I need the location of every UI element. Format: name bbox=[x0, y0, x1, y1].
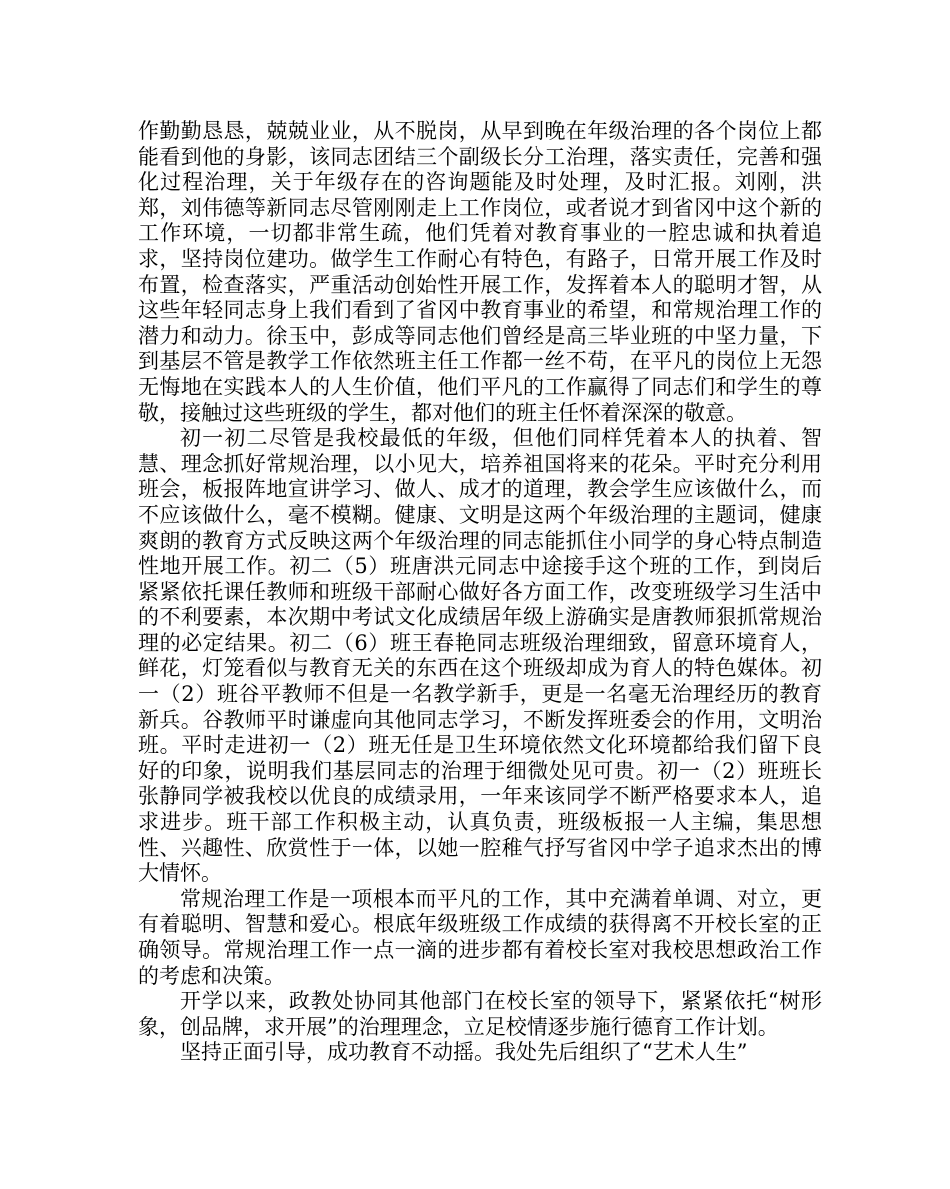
document-body bbox=[138, 119, 822, 1066]
paragraph-3: 常规治理工作是一项根本而平凡的工作，其中充满着单调、对立，更有着聪明、智慧和爱心。根底年级班级工作成绩的获得离不开校长室的正确领导。常规治理工作一点一滴的进步都有着校长室对我校思想政治工作的考虑和决策。 bbox=[138, 886, 822, 988]
paragraph-4: 开学以来，政教处协同其他部门在校长室的领导下，紧紧依托“树形象，创品牌，求开展”的治理理念，立足校情逐步施行德育工作计划。 bbox=[138, 989, 822, 1039]
paragraph-1: 作勤勤恳恳，兢兢业业，从不脱岗，从早到晚在年级治理的各个岗位上都能看到他的身影，该同志团结三个副级长分工治理，落实责任，完善和强化过程治理，关于年级存在的咨询题能及时处理，及时汇报。刘刚，洪郑，刘伟德等新同志尽管刚刚走上工作岗位，或者说才到省冈中这个新的工作环境，一切都非常生疏，他们凭着对教育事业的一腔忠诚和执着追求，坚持岗位建功。做学生工作耐心有特色，有路子，日常开展工作及时布置，检查落实，严重活动创始性开展工作，发挥着本人的聪明才智，从这些年轻同志身上我们看到了省冈中教育事业的希望，和常规治理工作的潜力和动力。徐玉中，彭成等同志他们曾经是高三毕业班的中坚力量，下到基层不管是教学工作依然班主任工作都一丝不苟，在平凡的岗位上无怨无悔地在实践本人的人生价值，他们平凡的工作赢得了同志们和学生的尊敬，接触过这些班级的学生，都对他们的班主任怀着深深的敬意。 bbox=[138, 119, 822, 425]
paragraph-5: 坚持正面引导，成功教育不动摇。我处先后组织了“艺术人生” bbox=[180, 1040, 748, 1065]
paragraph-2: 初一初二尽管是我校最低的年级，但他们同样凭着本人的执着、智慧、理念抓好常规治理，以小见大，培养祖国将来的花朵。平时充分利用班会，板报阵地宣讲学习、做人、成才的道理，教会学生应该做什么，而不应该做什么，毫不模糊。健康、文明是这两个年级治理的主题词，健康爽朗的教育方式反映这两个年级治理的同志能抓住小同学的身心特点制造性地开展工作。初二（5）班唐洪元同志中途接手这个班的工作，到岗后紧紧依托课任教师和班级干部耐心做好各方面工作，改变班级学习生活中的不利要素，本次期中考试文化成绩居年级上游确实是唐教师狠抓常规治理的必定结果。初二（6）班王春艳同志班级治理细致，留意环境育人，鲜花，灯笼看似与教育无关的东西在这个班级却成为育人的特色媒体。初一（2）班谷平教师不但是一名教学新手，更是一名毫无治理经历的教育新兵。谷教师平时谦虚向其他同志学习，不断发挥班委会的作用，文明治班。平时走进初一（2）班无任是卫生环境依然文化环境都给我们留下良好的印象，说明我们基层同志的治理于细微处见可贵。初一（2）班班长张静同学被我校以优良的成绩录用，一年来该同学不断严格要求本人，追求进步。班干部工作积极主动，认真负责，班级板报一人主编，集思想性、兴趣性、欣赏性于一体，以她一腔稚气抒写省冈中学子追求杰出的博大情怀。 bbox=[138, 426, 822, 886]
